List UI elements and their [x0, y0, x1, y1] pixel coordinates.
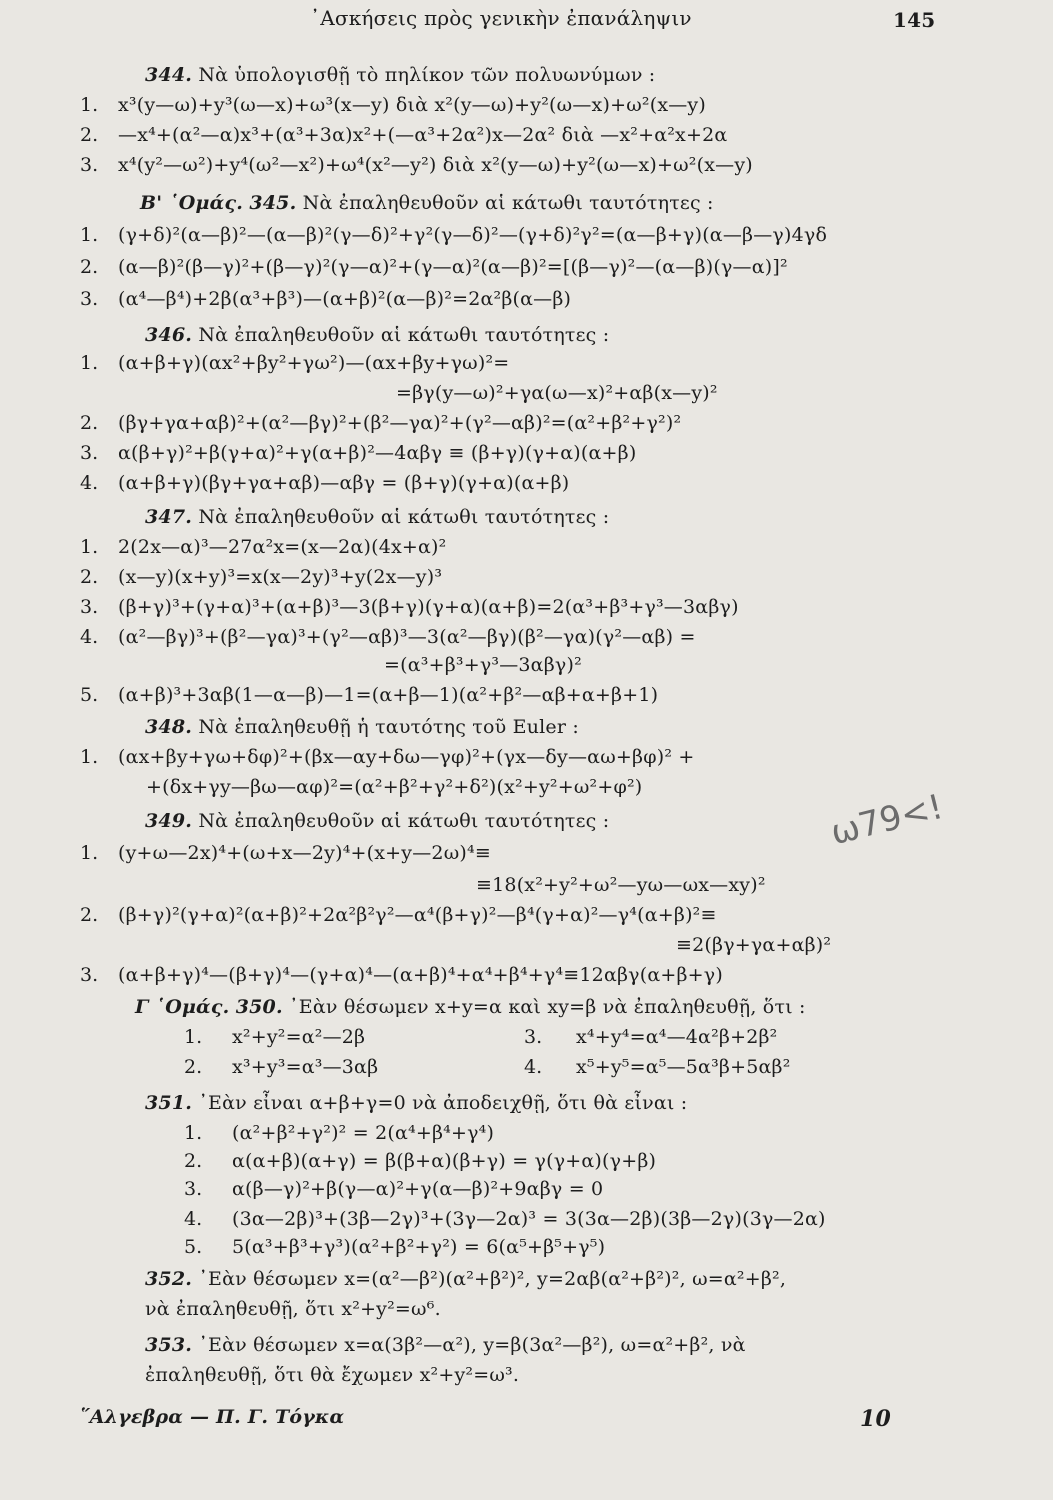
exercise-352-heading [145, 1268, 786, 1290]
formula-line: (α²—βγ)³+(β²—γα)³+(γ²—αβ)³—3(α²—βγ)(β²—γα)(γ²—αβ) = [118, 626, 696, 648]
exercise-number: 353. [145, 1334, 193, 1356]
exercise-353-heading [145, 1334, 746, 1356]
item-number: 4. [524, 1056, 543, 1078]
exercise-347-heading [145, 506, 609, 528]
exercise-number: 349. [145, 810, 193, 832]
exercise-number: 351. [145, 1092, 193, 1114]
exercise-345-heading [140, 192, 714, 214]
exercise-text: ἐπαληθευθῇ, ὅτι θὰ ἔχωμεν x²+y²=ω³. [145, 1364, 520, 1386]
formula-line: (α+β+γ)(βγ+γα+αβ)—αβγ = (β+γ)(γ+α)(α+β) [118, 472, 570, 494]
exercise-350-heading [135, 996, 806, 1018]
exercise-number: 350. [235, 996, 283, 1018]
exercise-number: 346. [145, 324, 193, 346]
item-number: 5. [184, 1236, 203, 1258]
item-number: 3. [80, 964, 99, 986]
formula-line: ≡2(βγ+γα+αβ)² [676, 934, 832, 956]
formula-line: (α⁴—β⁴)+2β(α³+β³)—(α+β)²(α—β)²=2α²β(α—β) [118, 288, 572, 310]
exercise-number: 352. [145, 1268, 193, 1290]
formula-line: α(β—γ)²+β(γ—α)²+γ(α—β)²+9αβγ = 0 [232, 1178, 604, 1200]
item-number: 4. [184, 1208, 203, 1230]
exercise-title: Νὰ ἐπαληθευθοῦν αἱ κάτωθι ταυτότητες : [198, 810, 610, 832]
exercise-title: Νὰ ἐπαληθευθοῦν αἱ κάτωθι ταυτότητες : [198, 506, 610, 528]
group-label: Γ ῾Ομάς. [135, 996, 230, 1018]
exercise-348-heading [145, 716, 579, 738]
item-number: 3. [184, 1178, 203, 1200]
formula-line: (α+β+γ)⁴—(β+γ)⁴—(γ+α)⁴—(α+β)⁴+α⁴+β⁴+γ⁴≡12αβγ(α+β+γ) [118, 964, 723, 986]
item-number: 3. [80, 596, 99, 618]
formula-line: (y+ω—2x)⁴+(ω+x—2y)⁴+(x+y—2ω)⁴≡ [118, 842, 491, 864]
item-number: 1. [80, 352, 99, 374]
item-number: 3. [80, 442, 99, 464]
formula-line: (3α—2β)³+(3β—2γ)³+(3γ—2α)³ = 3(3α—2β)(3β—2γ)(3γ—2α) [232, 1208, 826, 1230]
footer-signature-number: 10 [860, 1406, 892, 1432]
exercise-title: Νὰ ἐπαληθευθοῦν αἱ κάτωθι ταυτότητες : [302, 192, 714, 214]
exercise-number: 344. [145, 64, 193, 86]
formula-line: —x⁴+(α²—α)x³+(α³+3α)x²+(—α³+2α²)x—2α² διὰ —x²+α²x+2α [118, 124, 728, 146]
item-number: 2. [80, 566, 99, 588]
formula-line: (α+β)³+3αβ(1—α—β)—1=(α+β—1)(α²+β²—αβ+α+β+1) [118, 684, 659, 706]
exercise-title: Νὰ ἐπαληθευθοῦν αἱ κάτωθι ταυτότητες : [198, 324, 610, 346]
formula-line: x³+y³=α³—3αβ [232, 1056, 379, 1078]
formula-line: =βγ(y—ω)²+γα(ω—x)²+αβ(x—y)² [396, 382, 718, 404]
exercise-351-heading [145, 1092, 687, 1114]
item-number: 2. [80, 124, 99, 146]
running-header: ᾿Ασκήσεις πρὸς γενικὴν ἐπανάληψιν [310, 6, 692, 30]
formula-line: (x—y)(x+y)³=x(x—2y)³+y(2x—y)³ [118, 566, 443, 588]
formula-line: α(α+β)(α+γ) = β(β+α)(β+γ) = γ(γ+α)(γ+β) [232, 1150, 657, 1172]
exercise-title: Νὰ ἐπαληθευθῇ ἡ ταυτότης τοῦ Euler : [198, 716, 579, 738]
item-number: 4. [80, 626, 99, 648]
item-number: 3. [524, 1026, 543, 1048]
exercise-number: 348. [145, 716, 193, 738]
item-number: 1. [80, 842, 99, 864]
formula-line: (α²+β²+γ²)² = 2(α⁴+β⁴+γ⁴) [232, 1122, 495, 1144]
formula-line: (β+γ)²(γ+α)²(α+β)²+2α²β²γ²—α⁴(β+γ)²—β⁴(γ+α)²—γ⁴(α+β)²≡ [118, 904, 717, 926]
item-number: 1. [80, 94, 99, 116]
formula-line: 2(2x—α)³—27α²x=(x—2α)(4x+α)² [118, 536, 447, 558]
item-number: 1. [184, 1026, 203, 1048]
formula-line: =(α³+β³+γ³—3αβγ)² [384, 654, 582, 676]
formula-line: (βγ+γα+αβ)²+(α²—βγ)²+(β²—γα)²+(γ²—αβ)²=(α²+β²+γ²)² [118, 412, 682, 434]
formula-line: (α—β)²(β—γ)²+(β—γ)²(γ—α)²+(γ—α)²(α—β)²=[(β—γ)²—(α—β)(γ—α)]² [118, 256, 788, 278]
exercise-text: νὰ ἐπαληθευθῇ, ὅτι x²+y²=ω⁶. [145, 1298, 441, 1320]
exercise-title: ᾿Εὰν θέσωμεν x+y=α καὶ xy=β νὰ ἐπαληθευθῇ, ὅτι : [289, 996, 806, 1018]
formula-line: x³(y—ω)+y³(ω—x)+ω³(x—y) διὰ x²(y—ω)+y²(ω—x)+ω²(x—y) [118, 94, 706, 116]
item-number: 1. [80, 536, 99, 558]
exercise-number: 345. [249, 192, 297, 214]
exercise-346-heading [145, 324, 609, 346]
formula-line: x⁴(y²—ω²)+y⁴(ω²—x²)+ω⁴(x²—y²) διὰ x²(y—ω)+y²(ω—x)+ω²(x—y) [118, 154, 753, 176]
item-number: 3. [80, 288, 99, 310]
item-number: 2. [80, 412, 99, 434]
formula-line: 5(α³+β³+γ³)(α²+β²+γ²) = 6(α⁵+β⁵+γ⁵) [232, 1236, 606, 1258]
item-number: 4. [80, 472, 99, 494]
exercise-text: ᾿Εὰν θέσωμεν x=(α²—β²)(α²+β²)², y=2αβ(α²+β²)², ω=α²+β², [198, 1268, 787, 1290]
formula-line: (γ+δ)²(α—β)²—(α—β)²(γ—δ)²+γ²(γ—δ)²—(γ+δ)²γ²=(α—β+γ)(α—β—γ)4γδ [118, 224, 828, 246]
item-number: 2. [80, 904, 99, 926]
item-number: 2. [80, 256, 99, 278]
exercise-344-heading [145, 64, 655, 86]
item-number: 2. [184, 1150, 203, 1172]
exercise-349-heading [145, 810, 609, 832]
formula-line: ≡18(x²+y²+ω²—yω—ωx—xy)² [476, 874, 766, 896]
handwritten-margin-note: ω79<! [826, 786, 948, 854]
group-label: Β' ῾Ομάς. [140, 192, 244, 214]
exercise-title: ᾿Εὰν εἶναι α+β+γ=0 νὰ ἀποδειχθῇ, ὅτι θὰ εἶναι : [198, 1092, 688, 1114]
item-number: 3. [80, 154, 99, 176]
footer-book-title: ῞Αλγεβρα — Π. Γ. Τόγκα [80, 1406, 345, 1428]
formula-line: α(β+γ)²+β(γ+α)²+γ(α+β)²—4αβγ ≡ (β+γ)(γ+α)(α+β) [118, 442, 637, 464]
formula-line: (β+γ)³+(γ+α)³+(α+β)³—3(β+γ)(γ+α)(α+β)=2(α³+β³+γ³—3αβγ) [118, 596, 739, 618]
formula-line: (αx+βy+γω+δφ)²+(βx—αy+δω—γφ)²+(γx—δy—αω+βφ)² + [118, 746, 695, 768]
exercise-text: ᾿Εὰν θέσωμεν x=α(3β²—α²), y=β(3α²—β²), ω=α²+β², νὰ [198, 1334, 746, 1356]
item-number: 1. [80, 224, 99, 246]
item-number: 1. [184, 1122, 203, 1144]
formula-line: x⁴+y⁴=α⁴—4α²β+2β² [576, 1026, 778, 1048]
exercise-number: 347. [145, 506, 193, 528]
item-number: 1. [80, 746, 99, 768]
formula-line: +(δx+γy—βω—αφ)²=(α²+β²+γ²+δ²)(x²+y²+ω²+φ²) [146, 776, 643, 798]
exercise-title: Νὰ ὑπολογισθῇ τὸ πηλίκον τῶν πολυωνύμων : [198, 64, 656, 86]
formula-line: x⁵+y⁵=α⁵—5α³β+5αβ² [576, 1056, 791, 1078]
item-number: 2. [184, 1056, 203, 1078]
formula-line: (α+β+γ)(αx²+βy²+γω²)—(αx+βy+γω)²= [118, 352, 510, 374]
formula-line: x²+y²=α²—2β [232, 1026, 366, 1048]
page-number: 145 [893, 8, 936, 32]
item-number: 5. [80, 684, 99, 706]
